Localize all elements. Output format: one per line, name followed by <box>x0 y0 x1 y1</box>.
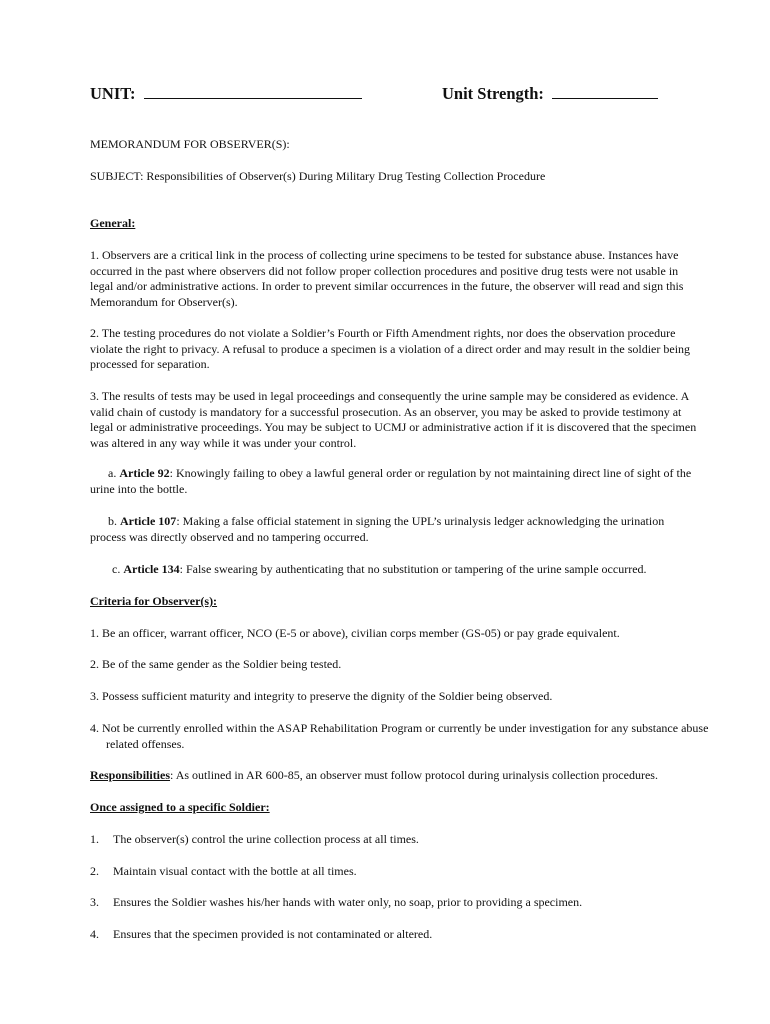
unit-label: UNIT: <box>90 84 136 103</box>
unit-field <box>90 84 362 104</box>
article-107-text: : Making a false official statement in signing the UPL’s urinalysis ledger acknowledging the urination process was directly observed and no tampering occurred. <box>90 514 665 544</box>
general-paragraph-3: 3. The results of tests may be used in legal proceedings and consequently the urine sample may be considered as evidence. A valid chain of custody is mandatory for a successful prosecution. As an observer, you may be asked to provide testimony at legal or administrative proceedings. You may be subject to UCMJ or administrative action if it is discovered that the specimen was altered in any way while it was under your control. <box>90 389 697 450</box>
memo-for: MEMORANDUM FOR OBSERVER(S): <box>90 137 290 151</box>
unit-blank[interactable] <box>144 84 362 99</box>
assigned-item <box>90 927 702 943</box>
header-line <box>90 84 690 108</box>
assigned-item-text: Ensures that the specimen provided is not contaminated or altered. <box>113 927 433 941</box>
unit-strength-label: Unit Strength: <box>442 84 544 103</box>
article-92-text: : Knowingly failing to obey a lawful general order or regulation by not maintaining direct line of sight of the urine into the bottle. <box>90 466 692 496</box>
criteria-item: 3. Possess sufficient maturity and integrity to preserve the dignity of the Soldier being observed. <box>90 689 553 703</box>
responsibilities-line <box>90 768 702 784</box>
assigned-item-text: Ensures the Soldier washes his/her hands with water only, no soap, prior to providing a specimen. <box>113 895 583 909</box>
article-134-prefix: c. <box>112 562 124 576</box>
article-107-prefix: b. <box>108 514 120 528</box>
article-134-item <box>90 562 702 578</box>
responsibilities-text: : As outlined in AR 600-85, an observer must follow protocol during urinalysis collection procedures. <box>170 768 658 782</box>
criteria-item: 1. Be an officer, warrant officer, NCO (E-5 or above), civilian corps member (GS-05) or pay grade equivalent. <box>90 626 620 640</box>
assigned-item-number: 2. <box>90 864 99 878</box>
assigned-item-text: Maintain visual contact with the bottle at all times. <box>113 864 357 878</box>
assigned-item-number: 1. <box>90 832 99 846</box>
article-92-prefix: a. <box>108 466 120 480</box>
unit-strength-blank[interactable] <box>552 84 658 99</box>
article-92-item <box>90 466 702 497</box>
article-107-item <box>90 514 702 545</box>
assigned-item-number: 3. <box>90 895 99 909</box>
assigned-heading: Once assigned to a specific Soldier: <box>90 800 270 814</box>
criteria-item: 4. Not be currently enrolled within the ASAP Rehabilitation Program or currently be under investigation for any substance abuse related offenses. <box>90 721 709 751</box>
assigned-item-text: The observer(s) control the urine collection process at all times. <box>113 832 419 846</box>
article-134-title: Article 134 <box>123 562 180 576</box>
general-paragraph-1: 1. Observers are a critical link in the process of collecting urine specimens to be tested for substance abuse. Instances have occurred in the past where observers did not follow proper collection procedures and positive drug tests were not usable in legal and/or administrative actions. In order to prevent similar occurrences in the future, the observer will read and sign this Memorandum for Observer(s). <box>90 248 684 309</box>
subject-line: SUBJECT: Responsibilities of Observer(s) During Military Drug Testing Collection Procedure <box>90 169 546 183</box>
criteria-item: 2. Be of the same gender as the Soldier being tested. <box>90 657 342 671</box>
unit-strength-field <box>442 84 658 104</box>
article-134-text: : False swearing by authenticating that no substitution or tampering of the urine sample occurred. <box>179 562 647 576</box>
general-paragraph-2: 2. The testing procedures do not violate a Soldier’s Fourth or Fifth Amendment rights, nor does the observation procedure violate the right to privacy. A refusal to produce a specimen is a violation of a direct order and may result in the soldier being processed for separation. <box>90 326 691 372</box>
assigned-item <box>90 895 702 911</box>
article-107-title: Article 107 <box>120 514 177 528</box>
general-heading: General: <box>90 216 136 230</box>
article-92-title: Article 92 <box>119 466 170 480</box>
criteria-heading: Criteria for Observer(s): <box>90 594 218 608</box>
responsibilities-label: Responsibilities <box>90 768 171 782</box>
assigned-item <box>90 864 702 880</box>
assigned-item-number: 4. <box>90 927 99 941</box>
assigned-item <box>90 832 702 848</box>
